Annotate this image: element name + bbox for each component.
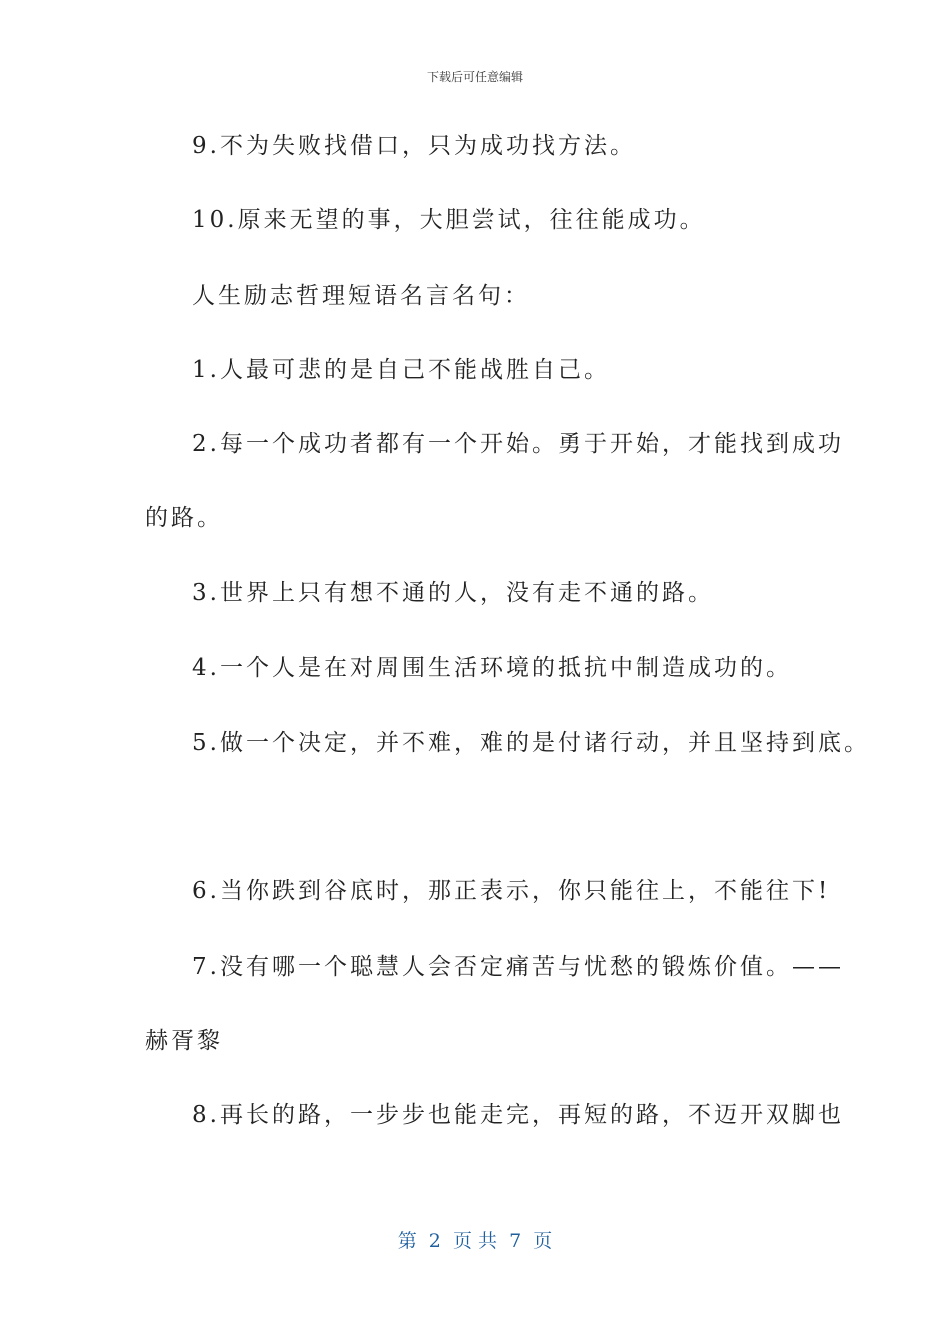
paragraph-line: 2.每一个成功者都有一个开始。勇于开始，才能找到成功 [192, 431, 844, 457]
paragraph-line: 6.当你跌到谷底时，那正表示，你只能往上，不能往下! [192, 878, 831, 904]
paragraph-line-continuation: 的路。 [145, 505, 223, 531]
paragraph-line: 4.一个人是在对周围生活环境的抵抗中制造成功的。 [192, 655, 792, 681]
paragraph-line: 1.人最可悲的是自己不能战胜自己。 [192, 357, 610, 383]
page-header-note: 下载后可任意编辑 [426, 70, 523, 84]
section-heading: 人生励志哲理短语名言名句： [192, 283, 530, 309]
paragraph-line: 8.再长的路，一步步也能走完，再短的路，不迈开双脚也 [192, 1102, 844, 1128]
paragraph-line: 10.原来无望的事，大胆尝试，往往能成功。 [192, 207, 706, 233]
paragraph-line-continuation: 赫胥黎 [145, 1028, 223, 1054]
paragraph-line: 9.不为失败找借口，只为成功找方法。 [192, 133, 636, 159]
paragraph-line: 5.做一个决定，并不难，难的是付诸行动，并且坚持到底。 [192, 730, 870, 756]
page-number-footer: 第 2 页 共 7 页 [397, 1230, 553, 1252]
paragraph-line: 3.世界上只有想不通的人，没有走不通的路。 [192, 580, 714, 606]
paragraph-line: 7.没有哪一个聪慧人会否定痛苦与忧愁的锻炼价值。—— [192, 954, 844, 980]
